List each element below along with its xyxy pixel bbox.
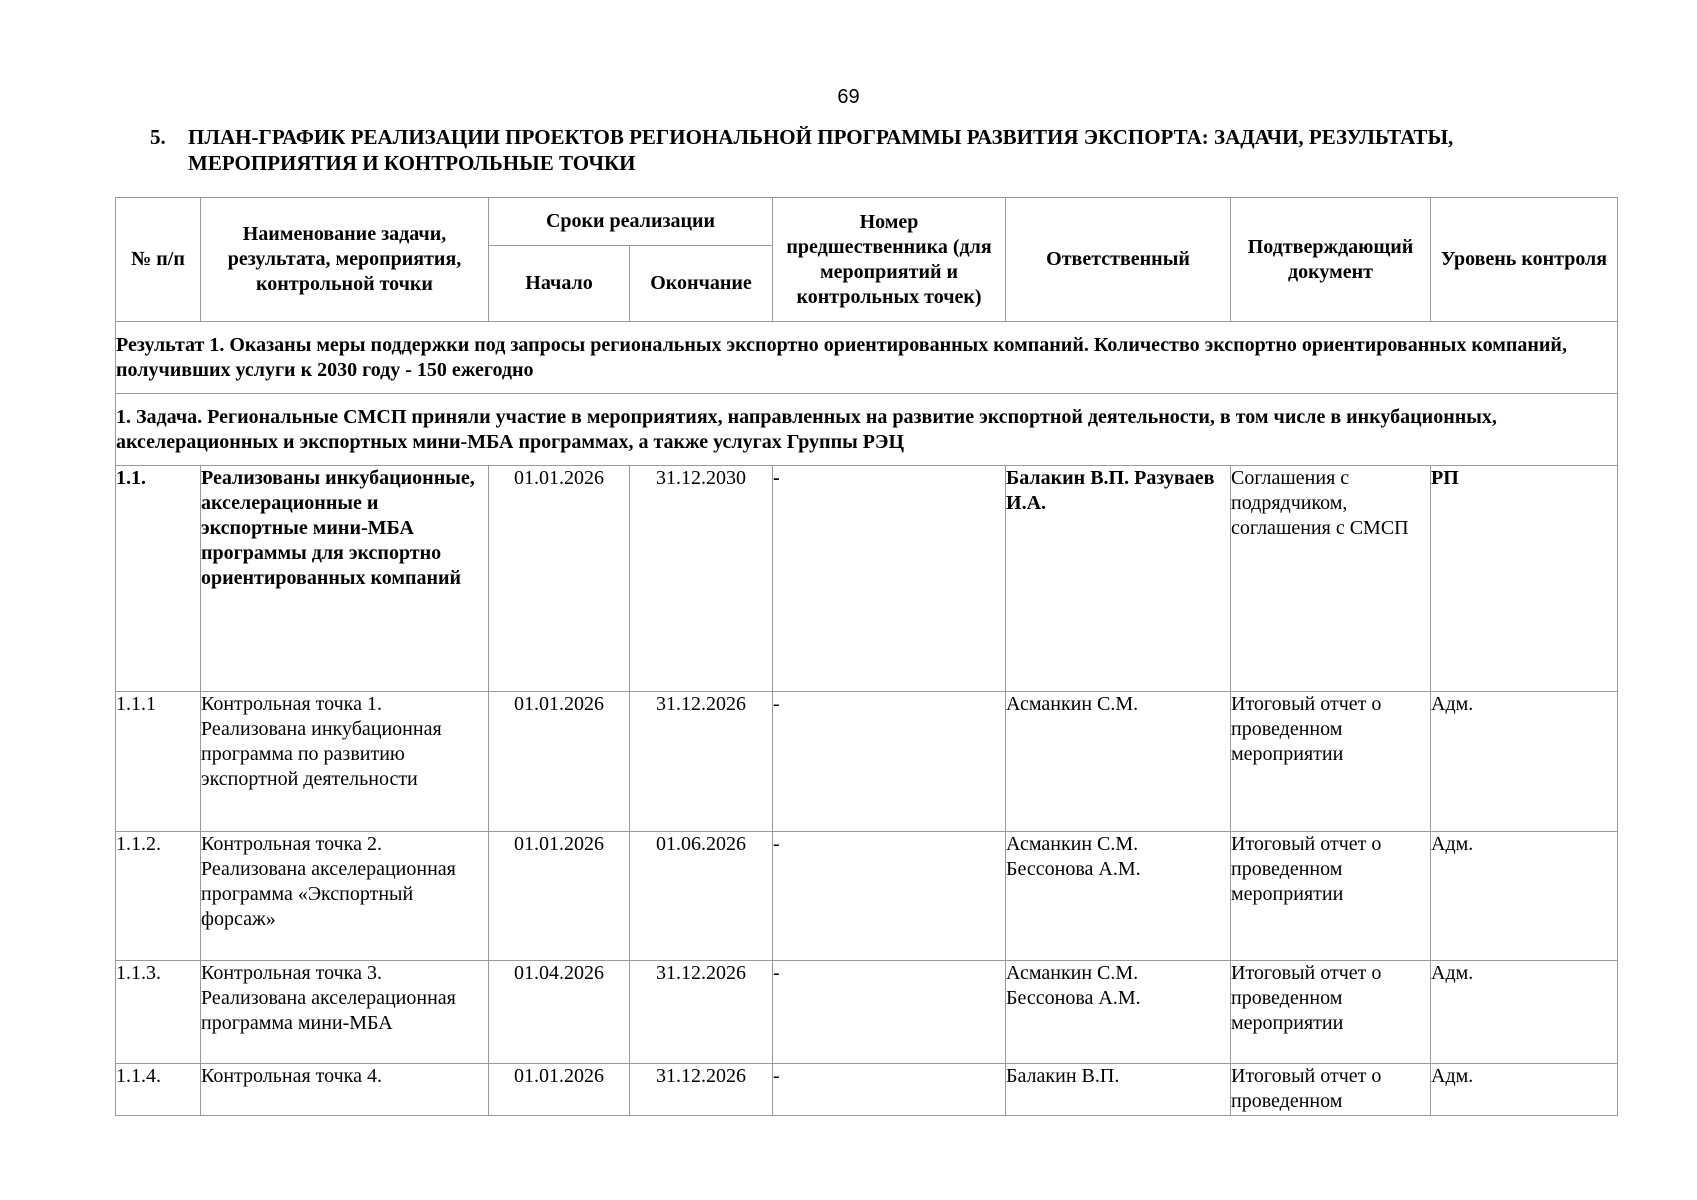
row-end: 31.12.2026 (630, 1064, 773, 1116)
row-num: 1.1.2. (116, 832, 201, 961)
row-num: 1.1. (116, 466, 201, 692)
header-end: Окончание (630, 246, 773, 322)
header-responsible: Ответственный (1006, 198, 1231, 322)
header-num: № п/п (116, 198, 201, 322)
row-start: 01.01.2026 (489, 832, 630, 961)
row-document: Итоговый отчет о проведенном мероприятии (1231, 692, 1431, 832)
row-responsible: Балакин В.П. Разуваев И.А. (1006, 466, 1231, 692)
row-name: Реализованы инкубационные, акселерационные и экспортные мини-МБА программы для экспортно ориентированных компаний (201, 466, 489, 692)
row-responsible: Балакин В.П. (1006, 1064, 1231, 1116)
table-row (116, 692, 1618, 832)
table-row (116, 832, 1618, 961)
header-predecessor: Номер предшественника (для мероприятий и контрольных точек) (773, 198, 1006, 322)
row-predecessor: - (773, 692, 1006, 832)
row-control: РП (1431, 466, 1618, 692)
row-responsible: Асманкин С.М. (1006, 692, 1231, 832)
row-control: Адм. (1431, 692, 1618, 832)
row-start: 01.01.2026 (489, 692, 630, 832)
section-title (150, 124, 1590, 176)
row-predecessor: - (773, 1064, 1006, 1116)
row-end: 31.12.2026 (630, 961, 773, 1064)
row-predecessor: - (773, 961, 1006, 1064)
header-control: Уровень контроля (1431, 198, 1618, 322)
row-document: Итоговый отчет о проведенном (1231, 1064, 1431, 1116)
row-control: Адм. (1431, 1064, 1618, 1116)
header-name: Наименование задачи, результата, мероприятия, контрольной точки (201, 198, 489, 322)
page-number: 69 (837, 86, 860, 108)
row-start: 01.01.2026 (489, 466, 630, 692)
row-end: 01.06.2026 (630, 832, 773, 961)
row-document: Итоговый отчет о проведенном мероприятии (1231, 961, 1431, 1064)
row-end: 31.12.2026 (630, 692, 773, 832)
section-title-text: ПЛАН-ГРАФИК РЕАЛИЗАЦИИ ПРОЕКТОВ РЕГИОНАЛЬНОЙ ПРОГРАММЫ РАЗВИТИЯ ЭКСПОРТА: ЗАДАЧИ, РЕЗУЛЬТАТЫ, МЕРОПРИЯТИЯ И КОНТРОЛЬНЫЕ ТОЧКИ (188, 125, 1454, 175)
table-row (116, 961, 1618, 1064)
row-name: Контрольная точка 2. Реализована акселерационная программа «Экспортный форсаж» (201, 832, 489, 961)
row-num: 1.1.3. (116, 961, 201, 1064)
header-document: Подтверждающий документ (1231, 198, 1431, 322)
row-name: Контрольная точка 1. Реализована инкубационная программа по развитию экспортной деятельности (201, 692, 489, 832)
row-responsible: Асманкин С.М. Бессонова А.М. (1006, 961, 1231, 1064)
row-responsible: Асманкин С.М. Бессонова А.М. (1006, 832, 1231, 961)
plan-table (115, 197, 1618, 1116)
row-name: Контрольная точка 3. Реализована акселерационная программа мини-МБА (201, 961, 489, 1064)
row-start: 01.04.2026 (489, 961, 630, 1064)
task-row: 1. Задача. Региональные СМСП приняли участие в мероприятиях, направленных на развитие экспортной деятельности, в том числе в инкубационных, акселерационных и экспортных мини-МБА программах, а также услугах Группы РЭЦ (116, 394, 1618, 466)
table-row (116, 1064, 1618, 1116)
row-document: Соглашения с подрядчиком, соглашения с СМСП (1231, 466, 1431, 692)
row-start: 01.01.2026 (489, 1064, 630, 1116)
row-predecessor: - (773, 466, 1006, 692)
row-predecessor: - (773, 832, 1006, 961)
row-end: 31.12.2030 (630, 466, 773, 692)
table-row (116, 466, 1618, 692)
result-row: Результат 1. Оказаны меры поддержки под запросы региональных экспортно ориентированных компаний. Количество экспортно ориентированных компаний, получивших услуги к 2030 году - 150 ежегодно (116, 322, 1618, 394)
row-control: Адм. (1431, 961, 1618, 1064)
row-num: 1.1.1 (116, 692, 201, 832)
header-start: Начало (489, 246, 630, 322)
section-number: 5. (150, 125, 166, 149)
row-control: Адм. (1431, 832, 1618, 961)
row-num: 1.1.4. (116, 1064, 201, 1116)
row-document: Итоговый отчет о проведенном мероприятии (1231, 832, 1431, 961)
row-name: Контрольная точка 4. (201, 1064, 489, 1116)
header-terms: Сроки реализации (489, 198, 773, 246)
